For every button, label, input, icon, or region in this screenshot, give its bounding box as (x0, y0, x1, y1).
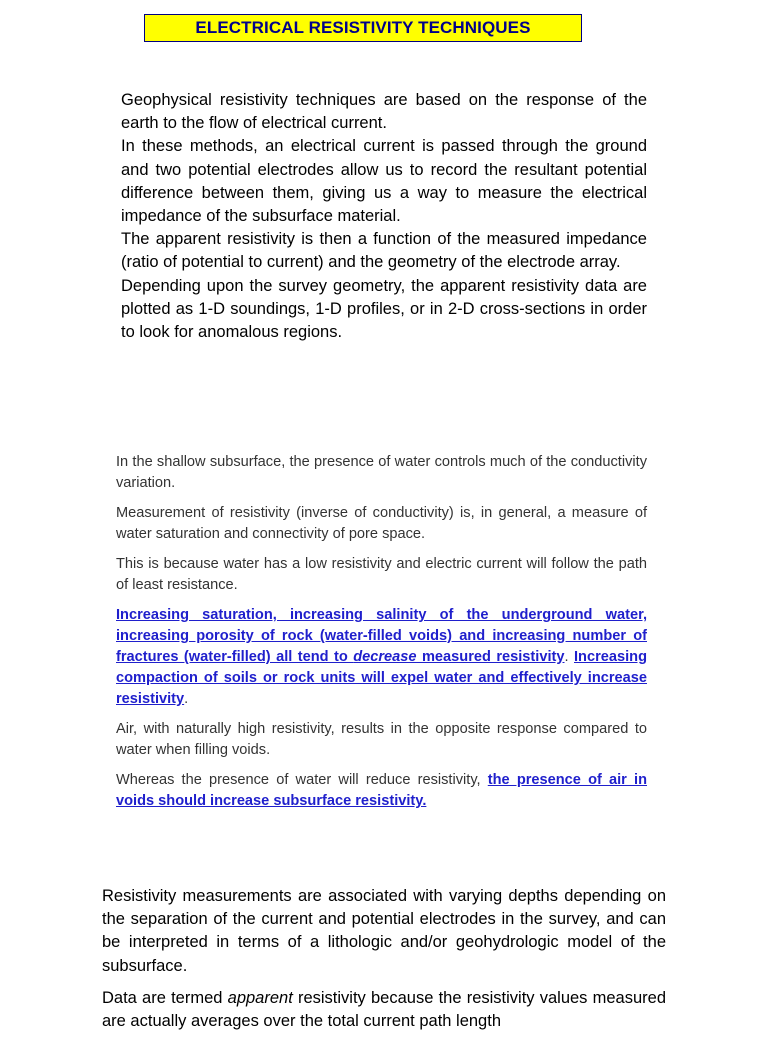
water-paragraph-1: In the shallow subsurface, the presence of water controls much of the conductivity variation. (116, 454, 647, 491)
title-banner (144, 14, 582, 42)
sentence-end: . (184, 691, 189, 707)
decrease-highlight: decrease (353, 649, 417, 665)
sentence-separator: . (564, 649, 574, 665)
air-voids-highlight: the presence of air in voids should increase subsurface resistivity. (116, 772, 648, 809)
intro-paragraph-2: In these methods, an electrical current is passed through the ground and two potential electrodes allow us to record the resultant potential difference between them, giving us a way to measure the electrical impedance of the subsurface material. (121, 137, 647, 226)
apparent-term: apparent (227, 988, 293, 1007)
saturation-highlight: Increasing saturation, increasing salinity of the underground water, increasing porosity of rock (water-filled voids) and increasing number of fractures (water-filled) all tend to (116, 607, 647, 665)
water-section (116, 452, 647, 821)
intro-paragraph-4: Depending upon the survey geometry, the apparent resistivity data are plotted as 1-D soundings, 1-D profiles, or in 2-D cross-sections in order to look for anomalous regions. (121, 276, 647, 342)
measured-resistivity-highlight: measured resistivity (416, 649, 565, 665)
water-reduce-text: Whereas the presence of water will reduce resistivity, (116, 772, 488, 788)
intro-paragraph-3: The apparent resistivity is then a function of the measured impedance (ratio of potential to current) and the geometry of the electrode array. (121, 230, 647, 272)
depth-section (102, 885, 666, 1042)
page-title: ELECTRICAL RESISTIVITY TECHNIQUES (195, 18, 531, 37)
water-paragraph-3: This is because water has a low resistivity and electric current will follow the path of least resistance. (116, 556, 647, 593)
water-paragraph-2: Measurement of resistivity (inverse of conductivity) is, in general, a measure of water saturation and connectivity of pore space. (116, 505, 647, 542)
compaction-highlight: Increasing compaction of soils or rock units will expel water and effectively increase resistivity (116, 649, 647, 707)
water-paragraph-6 (116, 770, 647, 812)
apparent-trail-text: resistivity because the resistivity values measured are actually averages over the total current path length (102, 988, 666, 1031)
depth-paragraph-2 (102, 987, 666, 1033)
intro-section (121, 89, 647, 344)
water-paragraph-4 (116, 605, 647, 710)
intro-paragraph-1: Geophysical resistivity techniques are based on the response of the earth to the flow of electrical current. (121, 91, 647, 133)
apparent-lead-text: Data are termed (102, 988, 228, 1007)
depth-paragraph-1: Resistivity measurements are associated with varying depths depending on the separation of the current and potential electrodes in the survey, and can be interpreted in terms of a lithologic and/or geohydrologic model of the subsurface. (102, 887, 666, 975)
water-paragraph-5: Air, with naturally high resistivity, results in the opposite response compared to water when filling voids. (116, 721, 647, 758)
